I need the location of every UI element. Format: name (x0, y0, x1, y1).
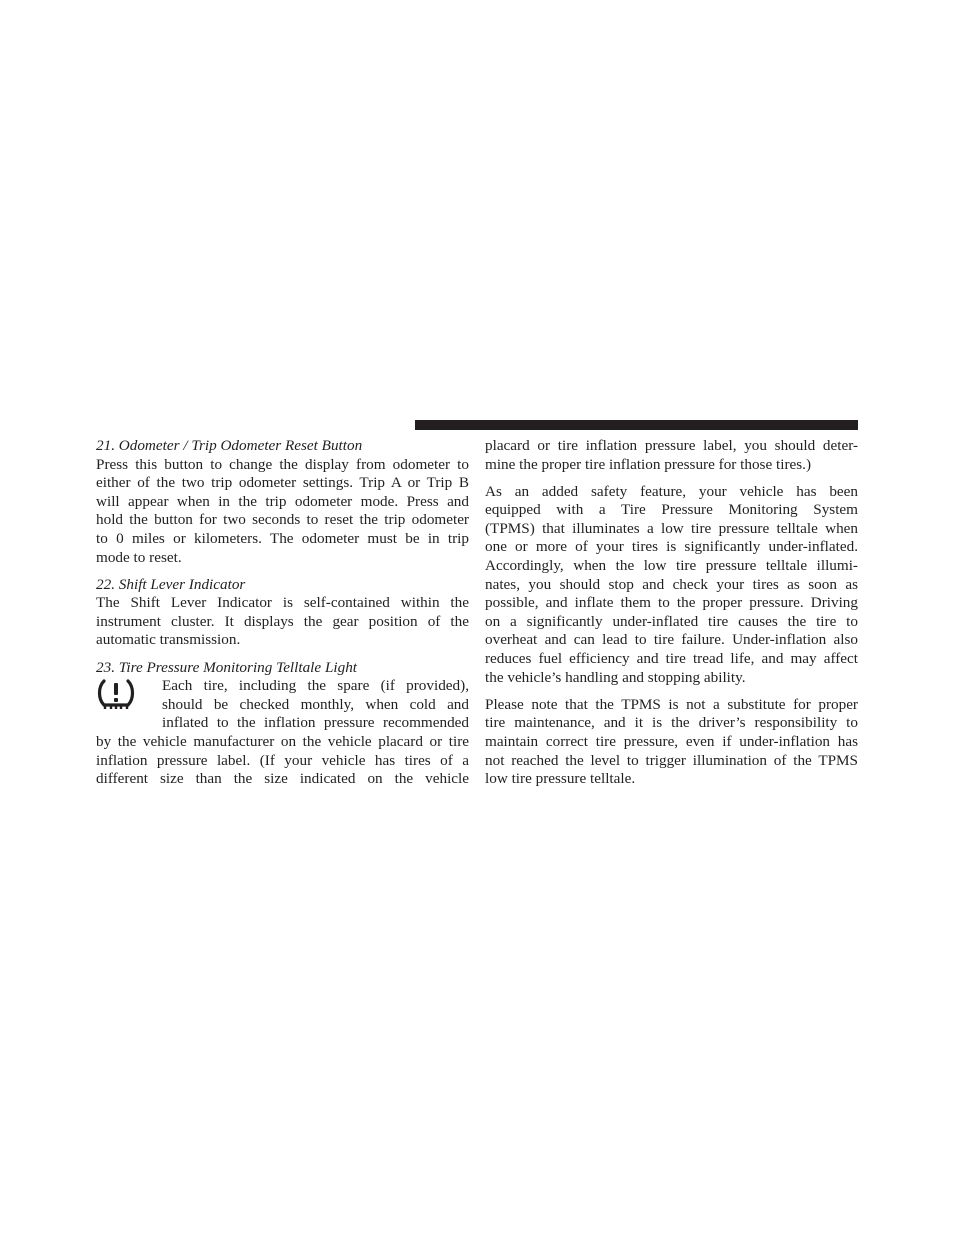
body-line: inflated to the inflation pressure recommended (162, 714, 469, 732)
tire-pressure-warning-icon (96, 677, 162, 717)
body-line: Please note that the TPMS is not a substitute for proper (485, 695, 858, 713)
section-21-body (96, 456, 469, 568)
section-23-icon-text (162, 677, 469, 733)
tpms-note-paragraph (485, 696, 858, 789)
right-column (485, 437, 858, 789)
section-21 (96, 437, 469, 567)
continuation-paragraph (485, 437, 858, 474)
section-23-heading: 23. Tire Pressure Monitoring Telltale Light (96, 658, 358, 676)
body-line: automatic transmission. (96, 631, 241, 649)
section-header-bar (415, 420, 858, 430)
body-line: As an added safety feature, your vehicle has been (485, 482, 858, 500)
body-line: by the vehicle manufacturer on the vehicle placard or tire (96, 732, 469, 750)
body-line: low tire pressure telltale. (485, 770, 636, 788)
body-line: nates, you should stop and check your tires as soon as (485, 575, 858, 593)
body-line: instrument cluster. It displays the gear position of the (96, 612, 469, 630)
body-line: mine the proper tire inflation pressure for those tires.) (485, 455, 812, 473)
body-line: Accordingly, when the low tire pressure telltale illumi- (485, 557, 858, 575)
body-line: (TPMS) that illuminates a low tire pressure telltale when (485, 519, 858, 537)
body-line: on a significantly under-inflated tire causes the tire to (485, 612, 858, 630)
body-line: possible, and inflate them to the proper pressure. Driving (485, 594, 858, 612)
section-22-heading: 22. Shift Lever Indicator (96, 575, 246, 593)
section-22 (96, 576, 469, 650)
left-column (96, 437, 469, 789)
body-line: one or more of your tires is significantly under-inflated. (485, 538, 858, 556)
body-line: placard or tire inflation pressure label, you should deter- (485, 437, 858, 454)
body-line: will appear when in the trip odometer mode. Press and (96, 492, 469, 510)
body-line: to 0 miles or kilometers. The odometer must be in trip (96, 529, 469, 547)
body-line: tire maintenance, and it is the driver’s responsibility to (485, 714, 858, 732)
body-line: maintain correct tire pressure, even if under-inflation has (485, 732, 858, 750)
icon-row (96, 677, 469, 733)
section-21-heading: 21. Odometer / Trip Odometer Reset Button (96, 437, 363, 454)
body-line: Press this button to change the display from odometer to (96, 455, 469, 473)
body-line: the vehicle’s handling and stopping ability. (485, 668, 746, 686)
body-line: Each tire, including the spare (if provided), (162, 677, 469, 695)
body-line: not reached the level to trigger illumination of the TPMS (485, 751, 858, 769)
body-line: either of the two trip odometer settings. Trip A or Trip B (96, 474, 469, 492)
body-line: The Shift Lever Indicator is self-contained within the (96, 594, 469, 612)
tpms-safety-paragraph (485, 483, 858, 688)
body-line: hold the button for two seconds to reset the trip odometer (96, 511, 469, 529)
body-line: inflation pressure label. (If your vehicle has tires of a (96, 751, 469, 769)
section-23-body (96, 733, 469, 789)
body-line: should be checked monthly, when cold and (162, 695, 469, 713)
section-22-body (96, 594, 469, 650)
body-line: reduces fuel efficiency and tire tread life, and may affect (485, 650, 858, 668)
section-23 (96, 659, 469, 789)
body-line: overheat and can lead to tire failure. Under-inflation also (485, 631, 858, 649)
body-line: different size than the size indicated on the vehicle (96, 770, 469, 788)
body-line: equipped with a Tire Pressure Monitoring System (485, 501, 858, 519)
body-line: mode to reset. (96, 548, 182, 566)
